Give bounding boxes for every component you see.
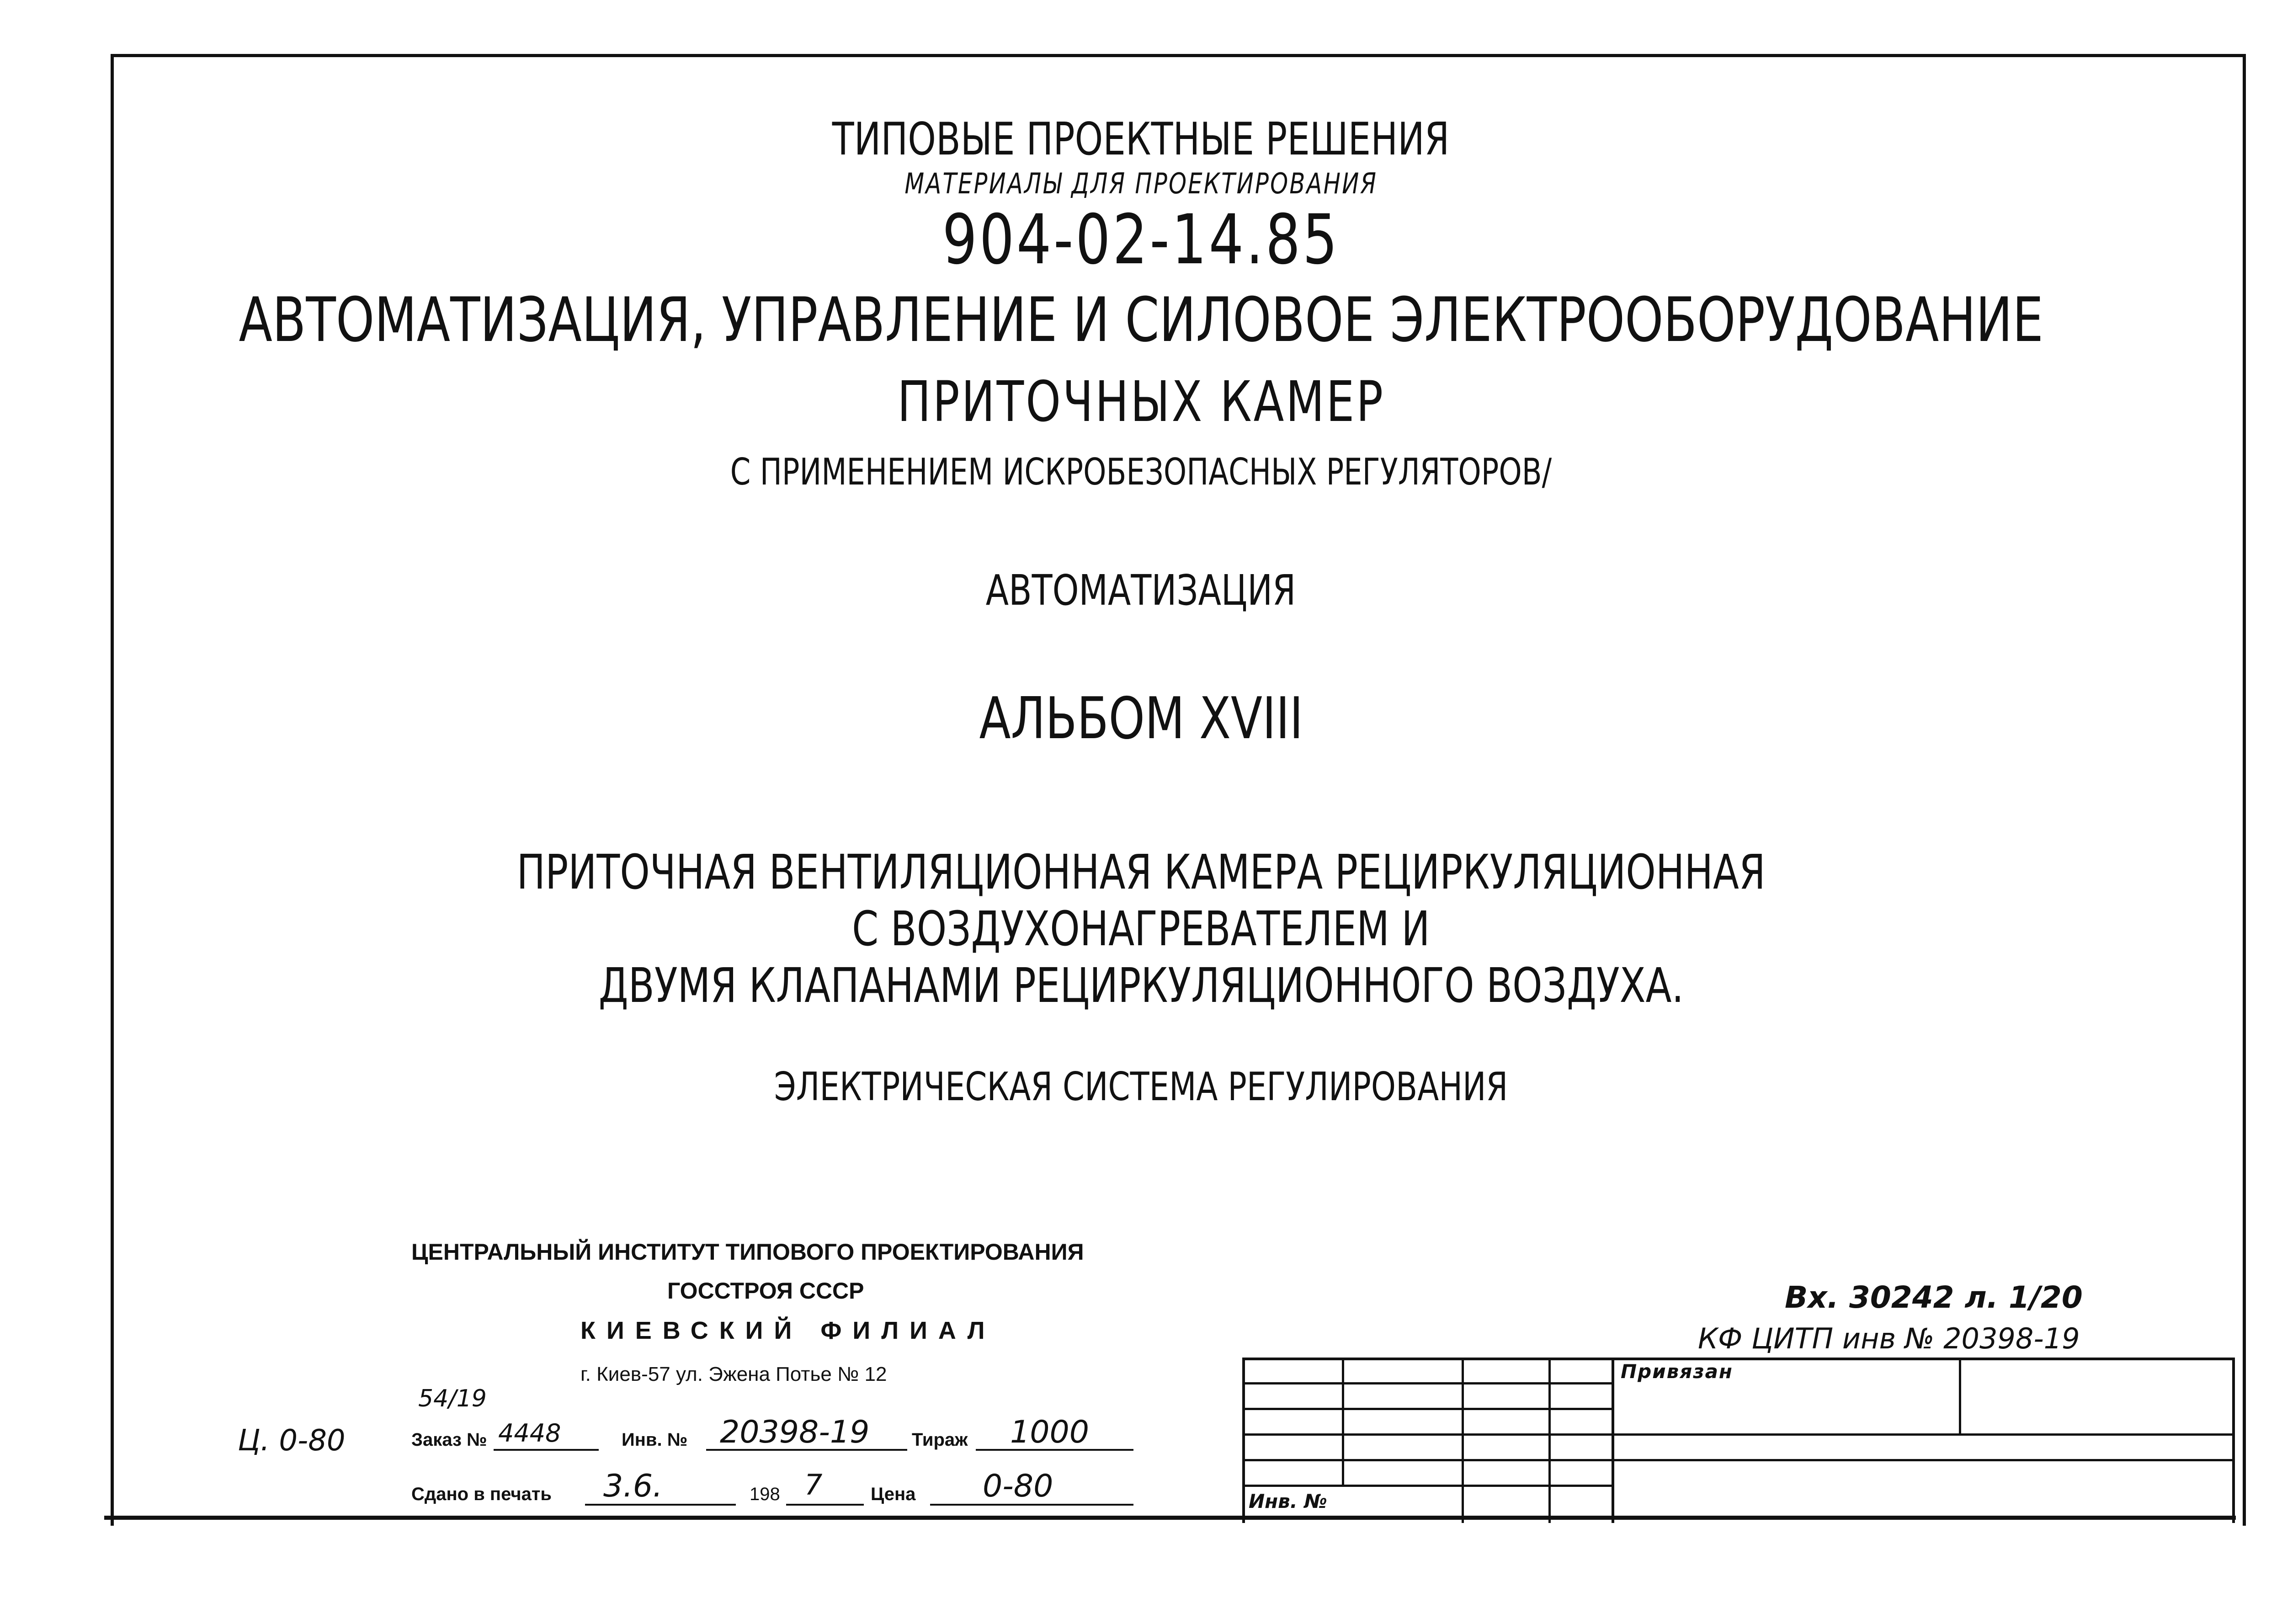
order-note: 54/19: [418, 1385, 487, 1412]
main-title-line1: АВТОМАТИЗАЦИЯ, УПРАВЛЕНИЕ И СИЛОВОЕ ЭЛЕКТРООБОРУДОВАНИЕ: [239, 284, 2043, 356]
description-line3: ДВУМЯ КЛАПАНАМИ РЕЦИРКУЛЯЦИОННОГО ВОЗДУХА.: [598, 958, 1684, 1013]
year-prefix: 198: [750, 1484, 780, 1504]
project-code: 904-02-14.85: [942, 200, 1340, 280]
description-line2: С ВОЗДУХОНАГРЕВАТЕЛЕМ И: [852, 901, 1430, 957]
description-line1: ПРИТОЧНАЯ ВЕНТИЛЯЦИОННАЯ КАМЕРА РЕЦИРКУЛЯЦИОННАЯ: [516, 844, 1766, 900]
submitted-label: Сдано в печать: [411, 1484, 552, 1504]
table-col-2: [1462, 1358, 1464, 1523]
stamp-inventory-number: КФ ЦИТП инв № 20398-19: [1698, 1322, 2080, 1355]
margin-price: Ц. 0-80: [238, 1424, 346, 1458]
main-title-line3: С ПРИМЕНЕНИЕМ ИСКРОБЕЗОПАСНЫХ РЕГУЛЯТОРОВ/: [730, 451, 1552, 493]
table-line-row1: [1242, 1382, 1613, 1384]
materials-subtitle: МАТЕРИАЛЫ ДЛЯ ПРОЕКТИРОВАНИЯ: [904, 167, 1378, 200]
inv-value: 20398-19: [720, 1414, 870, 1450]
order-underline: [494, 1449, 599, 1451]
series-title: ТИПОВЫЕ ПРОЕКТНЫЕ РЕШЕНИЯ: [832, 113, 1450, 165]
table-line-row4: [1242, 1459, 2235, 1461]
inv-no-label: Инв. №: [1249, 1490, 1327, 1512]
run-value: 1000: [1010, 1414, 1090, 1450]
table-col-3: [1548, 1358, 1551, 1523]
table-col-0: [1242, 1358, 1245, 1523]
system-title: ЭЛЕКТРИЧЕСКАЯ СИСТЕМА РЕГУЛИРОВАНИЯ: [774, 1064, 1508, 1110]
inv-label: Инв. №: [622, 1430, 688, 1450]
run-label: Тираж: [912, 1430, 968, 1450]
institute-name: ЦЕНТРАЛЬНЫЙ ИНСТИТУТ ТИПОВОГО ПРОЕКТИРОВАНИЯ: [411, 1239, 1084, 1265]
year-underline: [786, 1504, 864, 1506]
stamp-entry-number: Вх. 30242 л. 1/20: [1785, 1280, 2083, 1315]
table-col-5: [1959, 1358, 1961, 1433]
privyazan-label: Привязан: [1621, 1360, 1733, 1383]
table-line-row2: [1242, 1408, 1613, 1410]
section-title: АВТОМАТИЗАЦИЯ: [986, 566, 1296, 615]
table-line-row3: [1242, 1433, 2235, 1436]
title-block-table: [1242, 1358, 2235, 1523]
submitted-value: 3.6.: [603, 1468, 663, 1504]
table-col-4: [1612, 1358, 1614, 1523]
table-col-6: [2232, 1358, 2235, 1523]
institute-gosstroy: ГОССТРОЯ СССР: [667, 1278, 864, 1304]
main-title-line2: ПРИТОЧНЫХ КАМЕР: [897, 369, 1385, 434]
table-line-row5: [1242, 1485, 1613, 1487]
order-label: Заказ №: [411, 1430, 487, 1450]
year-value: 7: [804, 1468, 823, 1502]
table-col-1: [1342, 1358, 1344, 1485]
price-label: Цена: [871, 1484, 916, 1504]
price-value: 0-80: [983, 1468, 1053, 1504]
order-value: 4448: [498, 1419, 561, 1448]
institute-address: г. Киев-57 ул. Эжена Потье № 12: [580, 1363, 887, 1385]
album-title: АЛЬБОМ XVIII: [979, 685, 1303, 752]
institute-branch: КИЕВСКИЙ ФИЛИАЛ: [580, 1317, 996, 1344]
table-line-top: [1242, 1358, 2235, 1360]
